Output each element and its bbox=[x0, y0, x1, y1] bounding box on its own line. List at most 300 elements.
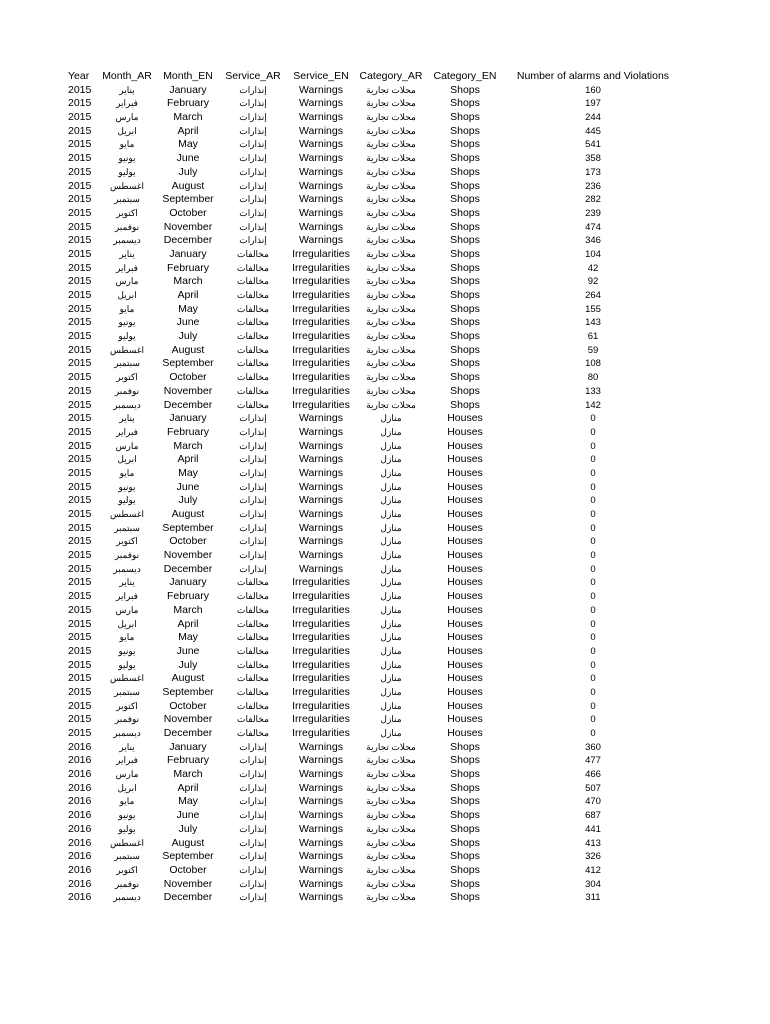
cell-count: 0 bbox=[590, 495, 596, 507]
cell-year: 2015 bbox=[68, 549, 92, 562]
cell-year: 2016 bbox=[68, 863, 92, 876]
cell-count: 0 bbox=[590, 728, 596, 739]
cell-count: 0 bbox=[590, 591, 596, 603]
table-row bbox=[0, 275, 770, 289]
cell-year: 2015 bbox=[68, 562, 92, 575]
cell-category-ar: محلات تجارية bbox=[366, 207, 416, 218]
cell-category-ar: محلات تجارية bbox=[366, 851, 416, 862]
cell-category-en: Shops bbox=[450, 261, 480, 274]
cell-month-en: April bbox=[177, 124, 199, 137]
table-row bbox=[0, 850, 770, 864]
cell-category-ar: منازل bbox=[380, 700, 402, 711]
table-row bbox=[0, 672, 770, 686]
cell-category-ar: منازل bbox=[380, 481, 402, 492]
cell-month-en: October bbox=[169, 206, 207, 219]
cell-count: 92 bbox=[587, 276, 599, 288]
cell-service-en: Warnings bbox=[299, 795, 343, 808]
cell-count: 687 bbox=[585, 810, 601, 822]
cell-category-en: Shops bbox=[450, 247, 480, 260]
cell-category-en: Houses bbox=[447, 521, 483, 534]
cell-year: 2015 bbox=[68, 508, 92, 520]
table-row bbox=[0, 604, 770, 618]
cell-service-ar: إنذارات bbox=[239, 522, 267, 533]
cell-month-ar: مارس bbox=[115, 769, 139, 780]
cell-count: 108 bbox=[585, 358, 601, 370]
cell-count: 0 bbox=[590, 645, 596, 657]
table-row bbox=[0, 152, 770, 166]
cell-month-en: December bbox=[163, 398, 213, 411]
cell-year: 2015 bbox=[68, 439, 92, 452]
cell-category-ar: منازل bbox=[380, 550, 402, 561]
cell-category-en: Shops bbox=[450, 138, 480, 151]
cell-month-en: March bbox=[173, 439, 203, 452]
cell-category-en: Shops bbox=[450, 165, 480, 178]
cell-service-ar: مخالفات bbox=[237, 700, 269, 711]
table-row bbox=[0, 590, 770, 604]
cell-service-en: Warnings bbox=[299, 781, 343, 794]
cell-year: 2016 bbox=[68, 768, 92, 781]
cell-month-en: September bbox=[162, 521, 214, 534]
cell-service-ar: إنذارات bbox=[239, 481, 267, 492]
cell-count: 0 bbox=[590, 509, 596, 520]
cell-month-en: August bbox=[171, 508, 205, 520]
cell-service-en: Irregularities bbox=[292, 631, 350, 644]
cell-service-en: Warnings bbox=[299, 850, 343, 863]
cell-service-en: Irregularities bbox=[292, 603, 350, 616]
cell-year: 2016 bbox=[68, 822, 92, 835]
cell-year: 2015 bbox=[68, 83, 92, 96]
cell-service-ar: إنذارات bbox=[239, 112, 267, 123]
cell-category-en: Houses bbox=[447, 412, 483, 425]
cell-month-ar: يونيو bbox=[118, 810, 136, 821]
cell-category-en: Shops bbox=[450, 124, 480, 137]
cell-service-en: Warnings bbox=[299, 877, 343, 890]
header-month-en: Month_EN bbox=[163, 70, 213, 82]
table-row bbox=[0, 453, 770, 467]
cell-year: 2015 bbox=[68, 289, 92, 301]
cell-category-ar: محلات تجارية bbox=[366, 331, 416, 342]
cell-count: 133 bbox=[585, 385, 601, 397]
cell-month-en: November bbox=[163, 877, 213, 890]
cell-month-ar: اكتوبر bbox=[116, 864, 138, 875]
cell-month-en: July bbox=[178, 494, 198, 507]
cell-month-en: April bbox=[177, 289, 199, 301]
cell-count: 142 bbox=[585, 399, 601, 411]
cell-category-en: Shops bbox=[450, 316, 480, 329]
table-row bbox=[0, 166, 770, 180]
cell-count: 346 bbox=[585, 235, 601, 247]
cell-category-ar: محلات تجارية bbox=[366, 276, 416, 287]
cell-month-ar: يونيو bbox=[118, 153, 136, 164]
table-row bbox=[0, 563, 770, 577]
cell-service-ar: إنذارات bbox=[239, 98, 267, 109]
cell-service-ar: إنذارات bbox=[239, 139, 267, 150]
table-row bbox=[0, 864, 770, 878]
cell-month-ar: ابريل bbox=[117, 290, 137, 300]
cell-month-ar: يناير bbox=[119, 84, 135, 95]
cell-category-ar: محلات تجارية bbox=[366, 741, 416, 752]
cell-service-en: Irregularities bbox=[292, 247, 350, 260]
cell-year: 2016 bbox=[68, 781, 92, 794]
cell-category-ar: محلات تجارية bbox=[366, 153, 416, 164]
cell-month-en: April bbox=[177, 781, 199, 794]
cell-count: 42 bbox=[587, 262, 599, 274]
cell-month-en: August bbox=[171, 179, 205, 192]
cell-service-en: Warnings bbox=[299, 740, 343, 753]
cell-category-ar: محلات تجارية bbox=[366, 98, 416, 109]
cell-category-en: Houses bbox=[447, 685, 483, 698]
cell-month-en: February bbox=[166, 754, 209, 767]
cell-count: 173 bbox=[585, 166, 601, 178]
header-service-ar: Service_AR bbox=[225, 70, 281, 82]
cell-service-ar: مخالفات bbox=[237, 331, 269, 342]
cell-service-ar: إنذارات bbox=[239, 837, 267, 848]
cell-service-ar: مخالفات bbox=[237, 276, 269, 287]
cell-service-ar: مخالفات bbox=[237, 344, 269, 355]
cell-category-ar: محلات تجارية bbox=[366, 139, 416, 150]
cell-service-ar: إنذارات bbox=[239, 782, 267, 793]
table-row bbox=[0, 125, 770, 139]
table-row bbox=[0, 234, 770, 248]
cell-count: 143 bbox=[585, 317, 601, 329]
cell-count: 0 bbox=[590, 467, 596, 479]
cell-month-ar: نوفمبر bbox=[114, 714, 140, 725]
table-row bbox=[0, 371, 770, 385]
cell-count: 0 bbox=[590, 550, 596, 562]
cell-count: 155 bbox=[585, 303, 601, 315]
cell-category-en: Shops bbox=[450, 83, 480, 96]
cell-service-ar: مخالفات bbox=[237, 673, 269, 684]
cell-year: 2015 bbox=[68, 576, 92, 589]
cell-month-ar: يناير bbox=[119, 413, 135, 424]
cell-month-en: June bbox=[176, 480, 200, 493]
cell-month-ar: اكتوبر bbox=[116, 207, 138, 218]
cell-category-en: Shops bbox=[450, 234, 480, 247]
cell-category-ar: منازل bbox=[380, 522, 402, 533]
cell-month-en: August bbox=[171, 672, 205, 685]
cell-category-ar: محلات تجارية bbox=[366, 290, 416, 300]
cell-month-en: March bbox=[173, 275, 203, 288]
cell-category-ar: محلات تجارية bbox=[366, 796, 416, 807]
table-row bbox=[0, 782, 770, 796]
table-row bbox=[0, 467, 770, 481]
table-row bbox=[0, 768, 770, 782]
table-row bbox=[0, 576, 770, 590]
header-year: Year bbox=[68, 70, 90, 82]
cell-category-ar: محلات تجارية bbox=[366, 344, 416, 355]
cell-year: 2015 bbox=[68, 179, 92, 192]
cell-year: 2015 bbox=[68, 617, 92, 630]
cell-service-ar: إنذارات bbox=[239, 180, 267, 191]
cell-service-en: Warnings bbox=[299, 124, 343, 137]
table-row bbox=[0, 426, 770, 440]
cell-category-ar: منازل bbox=[380, 714, 402, 725]
cell-category-en: Shops bbox=[450, 111, 480, 124]
cell-year: 2016 bbox=[68, 795, 92, 808]
cell-month-en: January bbox=[169, 740, 207, 753]
cell-category-ar: محلات تجارية bbox=[366, 358, 416, 369]
cell-year: 2015 bbox=[68, 425, 92, 438]
cell-year: 2015 bbox=[68, 672, 92, 685]
cell-count: 197 bbox=[585, 98, 601, 110]
table-row bbox=[0, 754, 770, 768]
cell-service-ar: مخالفات bbox=[237, 632, 269, 643]
cell-service-ar: إنذارات bbox=[239, 413, 267, 424]
cell-count: 0 bbox=[590, 659, 596, 671]
header-service-en: Service_EN bbox=[293, 70, 349, 82]
cell-year: 2015 bbox=[68, 521, 92, 534]
cell-year: 2015 bbox=[68, 302, 92, 315]
cell-category-en: Shops bbox=[450, 179, 480, 192]
table-row bbox=[0, 508, 770, 522]
cell-service-en: Warnings bbox=[299, 508, 343, 520]
table-row bbox=[0, 385, 770, 399]
cell-year: 2015 bbox=[68, 384, 92, 397]
table-row bbox=[0, 481, 770, 495]
cell-category-ar: منازل bbox=[380, 440, 402, 451]
cell-month-en: November bbox=[163, 713, 213, 726]
cell-category-ar: محلات تجارية bbox=[366, 878, 416, 889]
cell-service-en: Irregularities bbox=[292, 685, 350, 698]
cell-month-en: December bbox=[163, 727, 213, 739]
cell-month-en: September bbox=[162, 357, 214, 370]
cell-category-en: Houses bbox=[447, 727, 483, 739]
cell-count: 282 bbox=[585, 194, 601, 206]
cell-service-ar: إنذارات bbox=[239, 194, 267, 205]
cell-category-en: Shops bbox=[450, 384, 480, 397]
cell-category-ar: منازل bbox=[380, 673, 402, 684]
cell-category-en: Shops bbox=[450, 220, 480, 233]
cell-year: 2015 bbox=[68, 111, 92, 124]
cell-month-en: October bbox=[169, 863, 207, 876]
cell-month-en: July bbox=[178, 658, 198, 671]
cell-category-ar: منازل bbox=[380, 686, 402, 697]
cell-service-ar: مخالفات bbox=[237, 659, 269, 670]
cell-month-ar: يونيو bbox=[118, 317, 136, 328]
cell-category-en: Houses bbox=[447, 617, 483, 630]
cell-service-ar: مخالفات bbox=[237, 591, 269, 602]
cell-month-ar: يونيو bbox=[118, 645, 136, 656]
cell-category-en: Shops bbox=[450, 809, 480, 822]
cell-month-en: May bbox=[178, 466, 198, 479]
cell-year: 2015 bbox=[68, 124, 92, 137]
cell-service-ar: إنذارات bbox=[239, 878, 267, 889]
cell-year: 2015 bbox=[68, 357, 92, 370]
cell-category-en: Houses bbox=[447, 508, 483, 520]
cell-service-en: Irregularities bbox=[292, 384, 350, 397]
cell-category-en: Shops bbox=[450, 740, 480, 753]
cell-service-ar: مخالفات bbox=[237, 358, 269, 369]
cell-category-en: Houses bbox=[447, 699, 483, 712]
cell-count: 0 bbox=[590, 536, 596, 548]
cell-category-en: Shops bbox=[450, 193, 480, 206]
cell-category-ar: منازل bbox=[380, 618, 402, 629]
cell-month-ar: مايو bbox=[119, 139, 135, 150]
cell-service-ar: مخالفات bbox=[237, 618, 269, 629]
table-row bbox=[0, 111, 770, 125]
cell-year: 2015 bbox=[68, 398, 92, 411]
cell-month-ar: اغسطس bbox=[109, 509, 145, 519]
cell-month-en: August bbox=[171, 836, 205, 849]
cell-month-ar: يوليو bbox=[118, 659, 136, 670]
table-row bbox=[0, 97, 770, 111]
cell-month-en: November bbox=[163, 549, 213, 562]
cell-count: 0 bbox=[590, 426, 596, 438]
cell-month-en: February bbox=[166, 425, 209, 438]
cell-service-en: Irregularities bbox=[292, 316, 350, 329]
table-row bbox=[0, 631, 770, 645]
cell-month-en: May bbox=[178, 302, 198, 315]
table-row bbox=[0, 686, 770, 700]
cell-month-ar: مارس bbox=[115, 440, 139, 451]
cell-year: 2015 bbox=[68, 247, 92, 260]
cell-month-en: July bbox=[178, 330, 198, 343]
cell-month-en: February bbox=[166, 261, 209, 274]
cell-count: 470 bbox=[585, 796, 601, 808]
table-row bbox=[0, 344, 770, 358]
cell-category-ar: محلات تجارية bbox=[366, 112, 416, 123]
cell-month-ar: اغسطس bbox=[109, 673, 145, 684]
cell-month-ar: اكتوبر bbox=[116, 700, 138, 711]
cell-category-ar: محلات تجارية bbox=[366, 864, 416, 875]
cell-service-ar: إنذارات bbox=[239, 426, 267, 437]
cell-count: 445 bbox=[585, 125, 601, 137]
cell-category-ar: منازل bbox=[380, 563, 402, 574]
cell-month-ar: اغسطس bbox=[109, 344, 145, 355]
cell-service-ar: إنذارات bbox=[239, 495, 267, 506]
cell-service-en: Warnings bbox=[299, 220, 343, 233]
table-row bbox=[0, 837, 770, 851]
cell-count: 80 bbox=[587, 372, 599, 384]
cell-month-en: September bbox=[162, 685, 214, 698]
cell-month-ar: ديسمبر bbox=[113, 892, 141, 903]
cell-month-en: January bbox=[169, 247, 207, 260]
cell-year: 2015 bbox=[68, 480, 92, 493]
table-row bbox=[0, 618, 770, 632]
cell-category-ar: منازل bbox=[380, 509, 402, 519]
cell-category-ar: منازل bbox=[380, 728, 402, 738]
cell-month-en: June bbox=[176, 152, 200, 165]
cell-category-en: Houses bbox=[447, 631, 483, 644]
cell-count: 412 bbox=[585, 864, 601, 876]
table-row bbox=[0, 823, 770, 837]
cell-count: 0 bbox=[590, 618, 596, 630]
cell-service-en: Warnings bbox=[299, 891, 343, 904]
cell-month-ar: اكتوبر bbox=[116, 372, 138, 383]
cell-month-ar: سبتمبر bbox=[114, 358, 140, 369]
cell-year: 2015 bbox=[68, 466, 92, 479]
cell-service-ar: مخالفات bbox=[237, 248, 269, 259]
cell-count: 360 bbox=[585, 741, 601, 753]
cell-category-ar: محلات تجارية bbox=[366, 194, 416, 205]
cell-category-en: Shops bbox=[450, 891, 480, 904]
cell-service-ar: إنذارات bbox=[239, 769, 267, 780]
cell-month-ar: ابريل bbox=[117, 618, 137, 629]
table-row bbox=[0, 399, 770, 413]
cell-service-en: Irregularities bbox=[292, 713, 350, 726]
cell-count: 0 bbox=[590, 714, 596, 726]
cell-month-en: July bbox=[178, 165, 198, 178]
cell-year: 2015 bbox=[68, 234, 92, 247]
cell-service-en: Warnings bbox=[299, 206, 343, 219]
cell-year: 2015 bbox=[68, 713, 92, 726]
cell-year: 2015 bbox=[68, 371, 92, 384]
header-month-ar: Month_AR bbox=[102, 70, 152, 82]
cell-month-en: March bbox=[173, 603, 203, 616]
table-row bbox=[0, 84, 770, 98]
table-row bbox=[0, 795, 770, 809]
cell-count: 474 bbox=[585, 221, 601, 233]
cell-service-en: Warnings bbox=[299, 234, 343, 247]
cell-service-en: Warnings bbox=[299, 466, 343, 479]
cell-service-ar: مخالفات bbox=[237, 728, 269, 738]
cell-service-en: Warnings bbox=[299, 768, 343, 781]
cell-category-en: Shops bbox=[450, 836, 480, 849]
cell-month-ar: يوليو bbox=[118, 823, 136, 834]
cell-month-en: October bbox=[169, 535, 207, 548]
cell-month-en: February bbox=[166, 590, 209, 603]
table-row bbox=[0, 535, 770, 549]
cell-category-en: Houses bbox=[447, 535, 483, 548]
cell-month-en: September bbox=[162, 193, 214, 206]
cell-service-ar: إنذارات bbox=[239, 563, 267, 574]
cell-month-ar: فبراير bbox=[116, 755, 138, 766]
cell-category-en: Shops bbox=[450, 863, 480, 876]
cell-year: 2016 bbox=[68, 877, 92, 890]
cell-category-en: Houses bbox=[447, 549, 483, 562]
cell-month-ar: يناير bbox=[119, 741, 135, 752]
cell-month-en: March bbox=[173, 111, 203, 124]
cell-category-ar: منازل bbox=[380, 426, 402, 437]
cell-category-ar: محلات تجارية bbox=[366, 372, 416, 383]
cell-service-ar: مخالفات bbox=[237, 262, 269, 273]
table-row bbox=[0, 262, 770, 276]
cell-service-ar: إنذارات bbox=[239, 810, 267, 821]
cell-count: 244 bbox=[585, 112, 601, 124]
cell-service-en: Warnings bbox=[299, 412, 343, 425]
table-row bbox=[0, 330, 770, 344]
cell-service-ar: إنذارات bbox=[239, 84, 267, 95]
cell-month-ar: يوليو bbox=[118, 495, 136, 506]
cell-category-ar: محلات تجارية bbox=[366, 385, 416, 396]
cell-category-ar: محلات تجارية bbox=[366, 166, 416, 177]
cell-year: 2016 bbox=[68, 740, 92, 753]
cell-month-ar: سبتمبر bbox=[114, 522, 140, 533]
cell-category-ar: منازل bbox=[380, 659, 402, 670]
cell-category-en: Shops bbox=[450, 371, 480, 384]
cell-year: 2016 bbox=[68, 891, 92, 904]
cell-service-ar: إنذارات bbox=[239, 741, 267, 752]
cell-service-ar: إنذارات bbox=[239, 440, 267, 451]
cell-month-ar: فبراير bbox=[116, 98, 138, 109]
cell-service-en: Irregularities bbox=[292, 658, 350, 671]
cell-count: 0 bbox=[590, 604, 596, 616]
cell-category-en: Houses bbox=[447, 713, 483, 726]
cell-year: 2015 bbox=[68, 535, 92, 548]
cell-category-en: Shops bbox=[450, 275, 480, 288]
cell-month-ar: يونيو bbox=[118, 481, 136, 492]
cell-count: 304 bbox=[585, 878, 601, 890]
cell-service-en: Irregularities bbox=[292, 672, 350, 685]
table-row bbox=[0, 248, 770, 262]
cell-service-en: Warnings bbox=[299, 480, 343, 493]
cell-service-ar: إنذارات bbox=[239, 454, 267, 465]
cell-service-en: Warnings bbox=[299, 111, 343, 124]
cell-year: 2015 bbox=[68, 193, 92, 206]
cell-year: 2015 bbox=[68, 152, 92, 165]
cell-service-ar: إنذارات bbox=[239, 221, 267, 232]
cell-month-en: November bbox=[163, 384, 213, 397]
